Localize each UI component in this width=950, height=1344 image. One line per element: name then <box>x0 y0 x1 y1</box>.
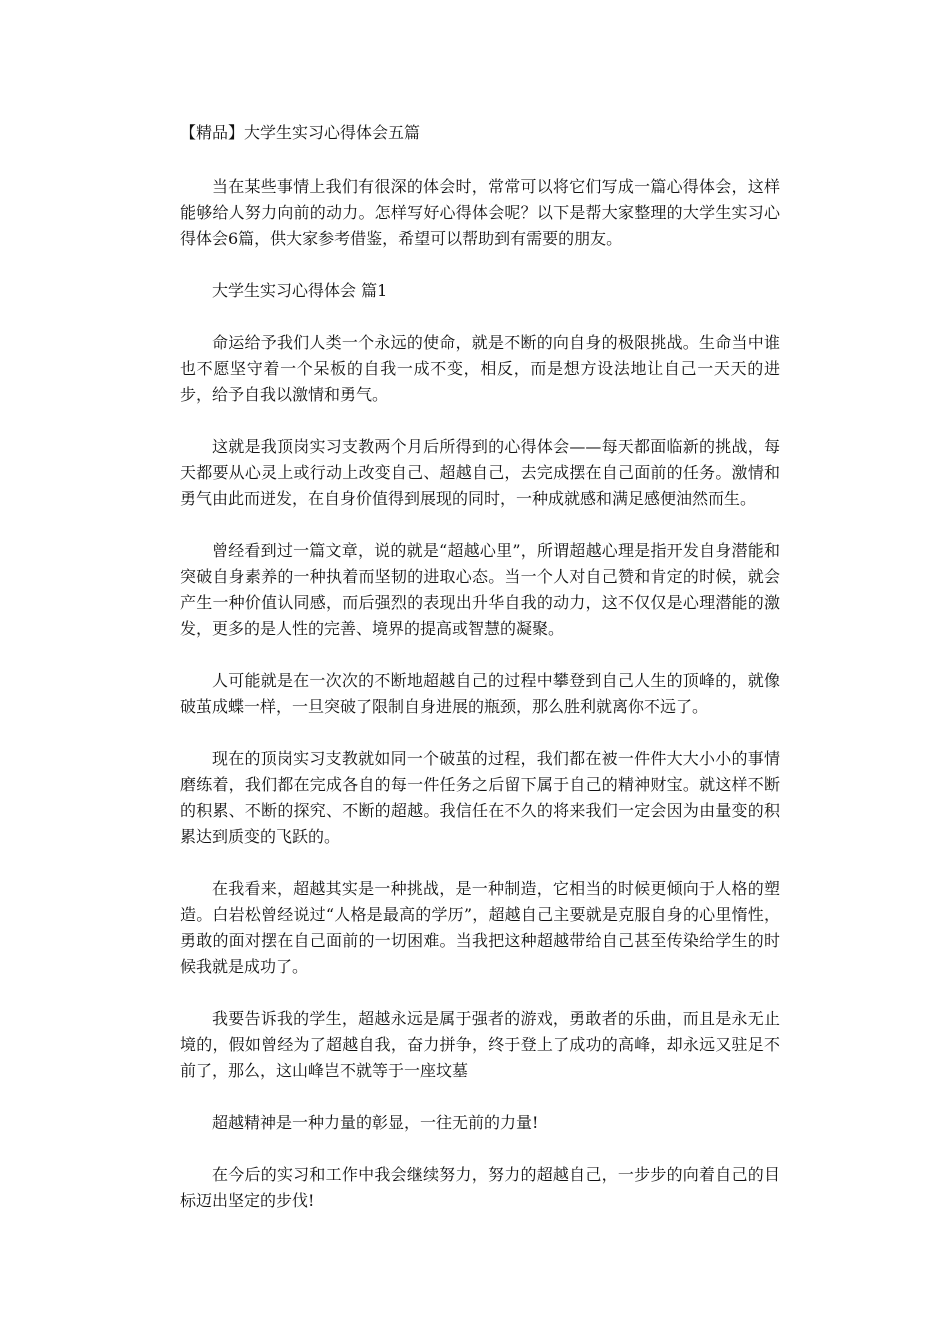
body-paragraph: 现在的顶岗实习支教就如同一个破茧的过程，我们都在被一件件大大小小的事情磨练着，我们都在完成各自的每一件任务之后留下属于自己的精神财宝。就这样不断的积累、不断的探究、不断的超越。我信任在不久的将来我们一定会因为由量变的积累达到质变的飞跃的。 <box>180 749 780 846</box>
body-paragraph: 命运给予我们人类一个永远的使命，就是不断的向自身的极限挑战。生命当中谁也不愿坚守着一个呆板的自我一成不变，相反，而是想方设法地让自己一天天的进步，给予自我以激情和勇气。 <box>180 333 780 404</box>
intro-paragraph: 当在某些事情上我们有很深的体会时，常常可以将它们写成一篇心得体会，这样能够给人努力向前的动力。怎样写好心得体会呢？以下是帮大家整理的大学生实习心得体会6篇，供大家参考借鉴，希望可以帮助到有需要的朋友。 <box>180 177 780 248</box>
document-title: 【精品】大学生实习心得体会五篇 <box>180 123 421 142</box>
document-page <box>180 120 780 1240</box>
body-paragraph: 曾经看到过一篇文章，说的就是“超越心里”，所谓超越心理是指开发自身潜能和突破自身素养的一种执着而坚韧的进取心态。当一个人对自己赞和肯定的时候，就会产生一种价值认同感，而后强烈的表现出升华自我的动力，这不仅仅是心理潜能的激发，更多的是人性的完善、境界的提高或智慧的凝聚。 <box>180 541 780 638</box>
body-paragraph: 人可能就是在一次次的不断地超越自己的过程中攀登到自己人生的顶峰的，就像破茧成蝶一样，一旦突破了限制自身进展的瓶颈，那么胜利就离你不远了。 <box>180 671 780 716</box>
body-paragraph: 超越精神是一种力量的彰显，一往无前的力量! <box>212 1113 539 1132</box>
body-paragraph: 这就是我顶岗实习支教两个月后所得到的心得体会——每天都面临新的挑战，每天都要从心灵上或行动上改变自己、超越自己，去完成摆在自己面前的任务。激情和勇气由此而迸发，在自身价值得到展现的同时，一种成就感和满足感便油然而生。 <box>180 437 780 508</box>
body-paragraph: 在今后的实习和工作中我会继续努力，努力的超越自己，一步步的向着自己的目标迈出坚定的步伐! <box>180 1165 780 1210</box>
body-paragraph: 在我看来，超越其实是一种挑战，是一种制造，它相当的时候更倾向于人格的塑造。白岩松曾经说过“人格是最高的学历”，超越自己主要就是克服自身的心里惰性，勇敢的面对摆在自己面前的一切困难。当我把这种超越带给自己甚至传染给学生的时候我就是成功了。 <box>180 879 780 976</box>
section-heading: 大学生实习心得体会 篇1 <box>212 281 388 300</box>
body-paragraph: 我要告诉我的学生，超越永远是属于强者的游戏，勇敢者的乐曲，而且是永无止境的，假如曾经为了超越自我，奋力拼争，终于登上了成功的高峰，却永远又驻足不前了，那么，这山峰岂不就等于一座坟墓 <box>180 1009 780 1080</box>
